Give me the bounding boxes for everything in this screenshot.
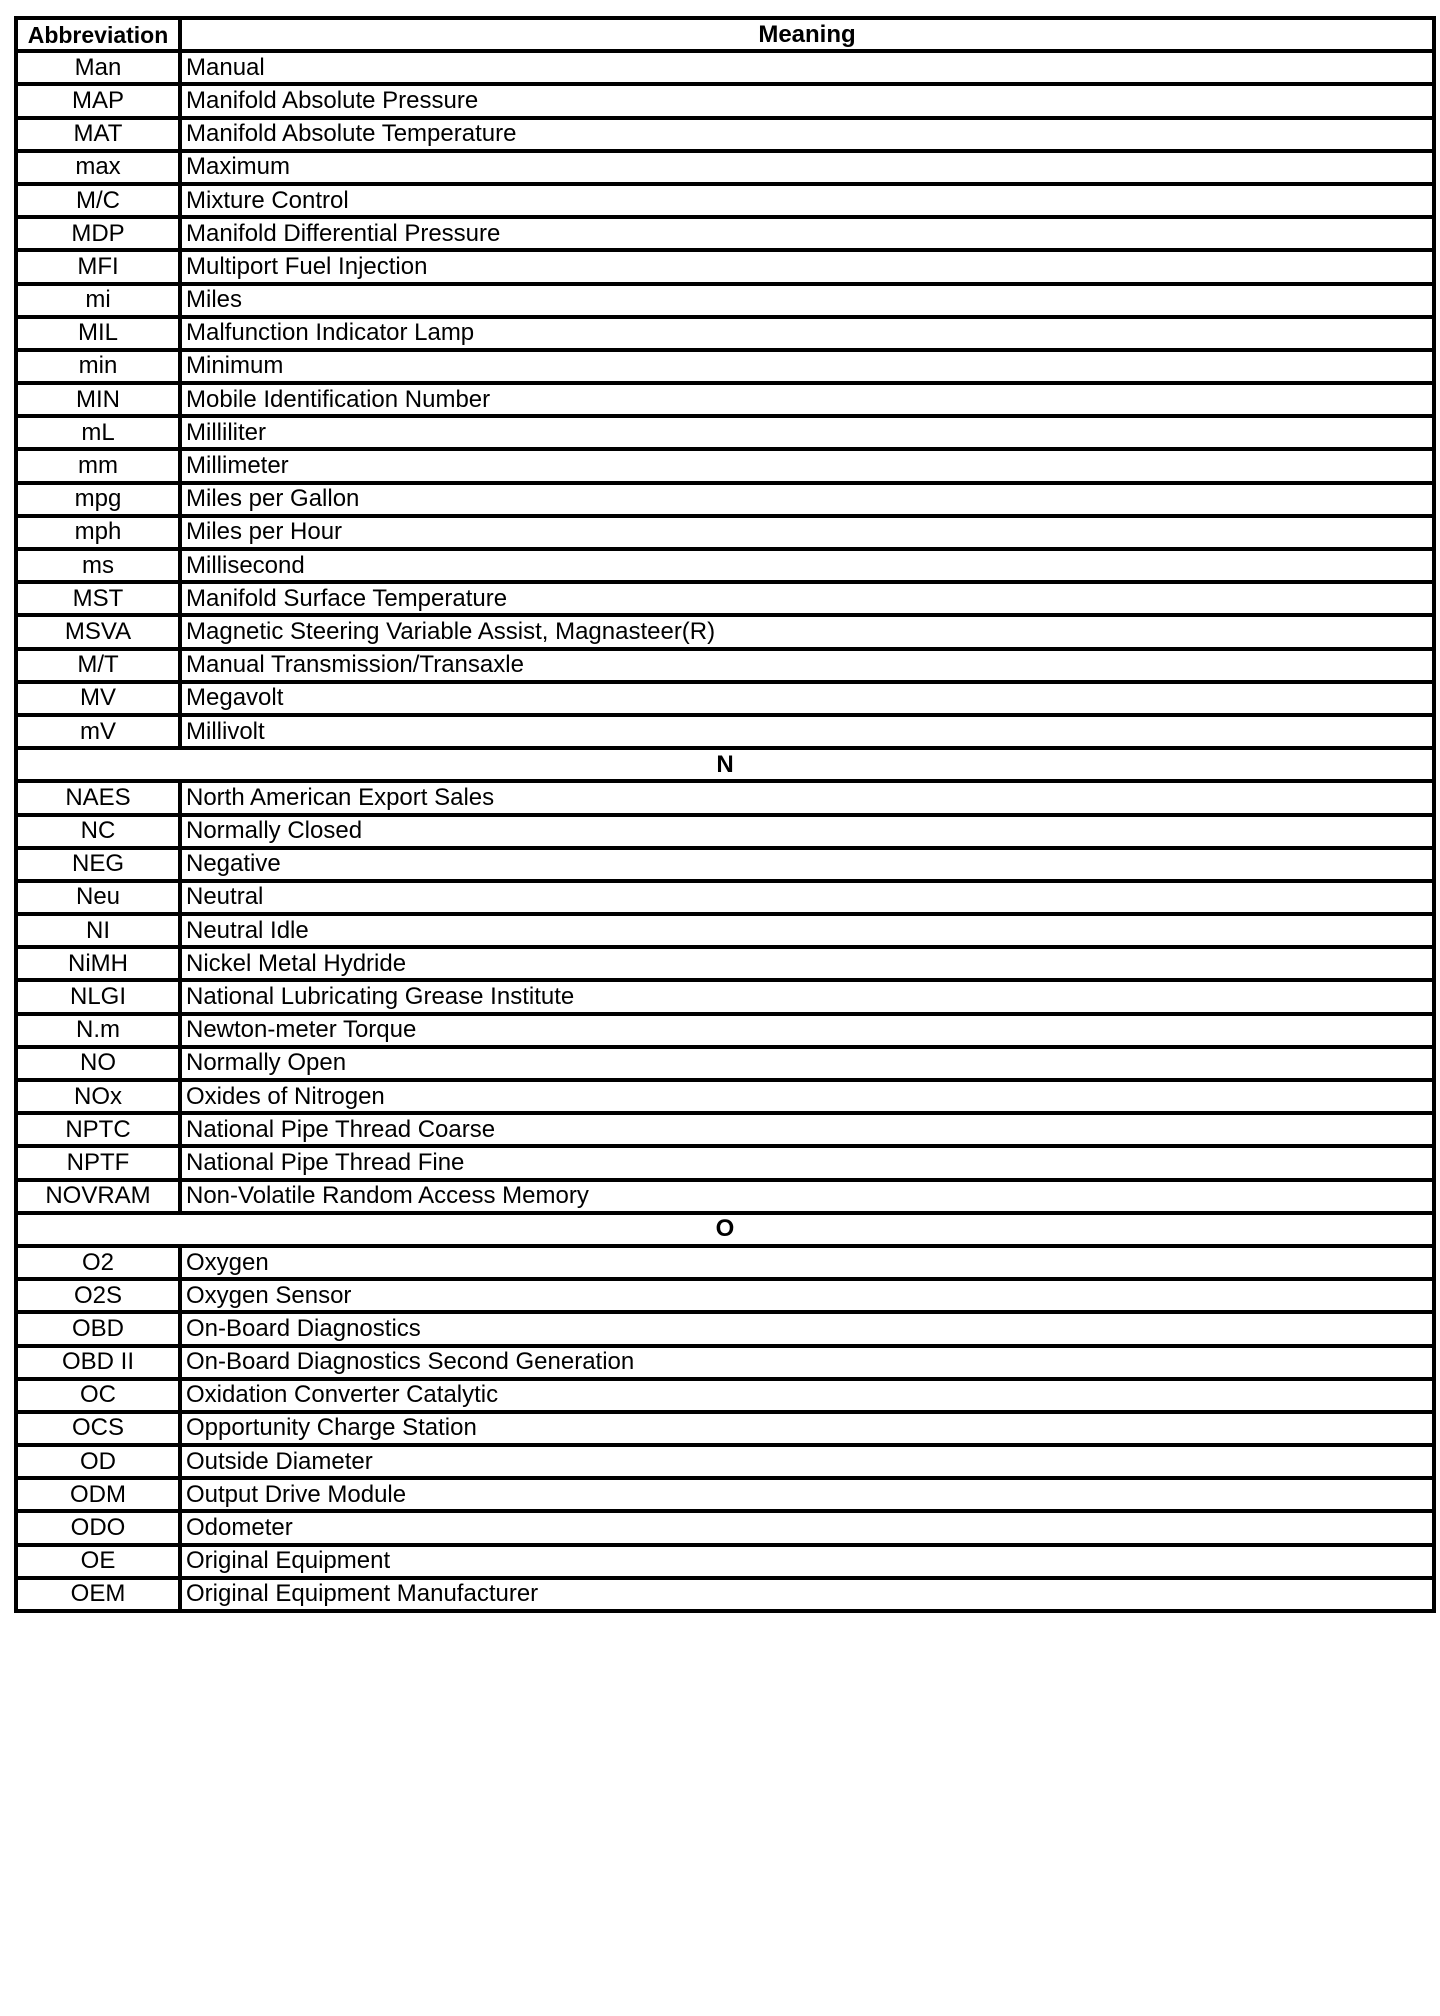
abbreviation-cell: MSVA: [16, 615, 180, 648]
table-row: [16, 1312, 1434, 1345]
meaning-cell: Oxides of Nitrogen: [180, 1080, 1434, 1113]
table-row: [16, 649, 1434, 682]
meaning-cell: Minimum: [180, 350, 1434, 383]
abbreviation-cell: N.m: [16, 1014, 180, 1047]
table-row: [16, 549, 1434, 582]
meaning-cell: Oxidation Converter Catalytic: [180, 1379, 1434, 1412]
abbreviation-cell: OEM: [16, 1578, 180, 1611]
abbreviation-cell: M/C: [16, 184, 180, 217]
abbreviation-cell: OBD II: [16, 1346, 180, 1379]
meaning-cell: Magnetic Steering Variable Assist, Magnasteer(R): [180, 615, 1434, 648]
meaning-cell: Mixture Control: [180, 184, 1434, 217]
table-row: [16, 449, 1434, 482]
abbreviation-cell: NC: [16, 815, 180, 848]
abbreviation-table: [14, 16, 1436, 1613]
abbreviation-cell: mm: [16, 449, 180, 482]
table-row: [16, 1445, 1434, 1478]
meaning-cell: National Pipe Thread Coarse: [180, 1113, 1434, 1146]
table-row: [16, 1246, 1434, 1279]
table-row: [16, 383, 1434, 416]
abbreviation-cell: mph: [16, 516, 180, 549]
abbreviation-cell: OBD: [16, 1312, 180, 1345]
table-row: [16, 1478, 1434, 1511]
abbreviation-cell: Neu: [16, 881, 180, 914]
abbreviation-cell: NOx: [16, 1080, 180, 1113]
abbreviation-cell: O2: [16, 1246, 180, 1279]
meaning-cell: Neutral: [180, 881, 1434, 914]
table-row: [16, 151, 1434, 184]
abbreviation-cell: ODO: [16, 1511, 180, 1544]
table-row: [16, 1146, 1434, 1179]
table-row: [16, 416, 1434, 449]
table-row: [16, 1412, 1434, 1445]
meaning-cell: Miles: [180, 284, 1434, 317]
meaning-cell: Newton-meter Torque: [180, 1014, 1434, 1047]
table-row: [16, 947, 1434, 980]
table-row: [16, 118, 1434, 151]
meaning-cell: Miles per Gallon: [180, 483, 1434, 516]
abbreviation-cell: MV: [16, 682, 180, 715]
table-row: [16, 1014, 1434, 1047]
table-row: [16, 350, 1434, 383]
abbreviation-cell: mV: [16, 715, 180, 748]
table-row: [16, 1279, 1434, 1312]
meaning-cell: Malfunction Indicator Lamp: [180, 317, 1434, 350]
table-body: [16, 51, 1434, 1611]
abbreviation-cell: min: [16, 350, 180, 383]
meaning-cell: On-Board Diagnostics Second Generation: [180, 1346, 1434, 1379]
meaning-cell: North American Export Sales: [180, 781, 1434, 814]
table-row: [16, 1545, 1434, 1578]
table-row: [16, 284, 1434, 317]
meaning-cell: Manual: [180, 51, 1434, 84]
table-row: [16, 914, 1434, 947]
meaning-cell: Neutral Idle: [180, 914, 1434, 947]
meaning-cell: National Lubricating Grease Institute: [180, 980, 1434, 1013]
table-row: [16, 1379, 1434, 1412]
meaning-cell: Negative: [180, 848, 1434, 881]
abbreviation-cell: MST: [16, 582, 180, 615]
abbreviation-cell: OCS: [16, 1412, 180, 1445]
table-row: [16, 84, 1434, 117]
abbreviation-cell: MFI: [16, 250, 180, 283]
meaning-cell: On-Board Diagnostics: [180, 1312, 1434, 1345]
meaning-cell: Output Drive Module: [180, 1478, 1434, 1511]
abbreviation-cell: mL: [16, 416, 180, 449]
abbreviation-cell: MIN: [16, 383, 180, 416]
table-row: [16, 615, 1434, 648]
abbreviation-cell: ms: [16, 549, 180, 582]
table-row: [16, 483, 1434, 516]
abbreviation-cell: NO: [16, 1047, 180, 1080]
abbreviation-cell: MIL: [16, 317, 180, 350]
meaning-cell: Manifold Absolute Pressure: [180, 84, 1434, 117]
abbreviation-column-header: Abbreviation: [16, 18, 180, 51]
table-row: [16, 1346, 1434, 1379]
abbreviation-cell: NOVRAM: [16, 1180, 180, 1213]
table-row: [16, 781, 1434, 814]
table-row: [16, 881, 1434, 914]
abbreviation-cell: mi: [16, 284, 180, 317]
abbreviation-cell: NPTC: [16, 1113, 180, 1146]
table-row: [16, 848, 1434, 881]
meaning-cell: Megavolt: [180, 682, 1434, 715]
meaning-column-header: Meaning: [180, 18, 1434, 51]
meaning-cell: Opportunity Charge Station: [180, 1412, 1434, 1445]
meaning-cell: Oxygen Sensor: [180, 1279, 1434, 1312]
abbreviation-cell: NiMH: [16, 947, 180, 980]
table-row: [16, 317, 1434, 350]
abbreviation-cell: NLGI: [16, 980, 180, 1013]
abbreviation-cell: M/T: [16, 649, 180, 682]
meaning-cell: Odometer: [180, 1511, 1434, 1544]
meaning-cell: Milliliter: [180, 416, 1434, 449]
table-row: [16, 715, 1434, 748]
table-row: [16, 582, 1434, 615]
table-row: [16, 217, 1434, 250]
meaning-cell: Multiport Fuel Injection: [180, 250, 1434, 283]
abbreviation-cell: NPTF: [16, 1146, 180, 1179]
meaning-cell: Non-Volatile Random Access Memory: [180, 1180, 1434, 1213]
abbreviation-cell: mpg: [16, 483, 180, 516]
abbreviation-cell: OD: [16, 1445, 180, 1478]
table-row: [16, 250, 1434, 283]
abbreviation-cell: OC: [16, 1379, 180, 1412]
abbreviation-cell: Man: [16, 51, 180, 84]
table-row: [16, 682, 1434, 715]
meaning-cell: Mobile Identification Number: [180, 383, 1434, 416]
abbreviation-cell: NAES: [16, 781, 180, 814]
meaning-cell: Miles per Hour: [180, 516, 1434, 549]
abbreviation-cell: OE: [16, 1545, 180, 1578]
meaning-cell: Normally Open: [180, 1047, 1434, 1080]
table-row: [16, 516, 1434, 549]
abbreviation-cell: ODM: [16, 1478, 180, 1511]
abbreviation-cell: NEG: [16, 848, 180, 881]
table-row: [16, 1080, 1434, 1113]
table-row: [16, 1511, 1434, 1544]
table-row: [16, 184, 1434, 217]
abbreviation-cell: max: [16, 151, 180, 184]
meaning-cell: Millimeter: [180, 449, 1434, 482]
table-row: [16, 1578, 1434, 1611]
meaning-cell: National Pipe Thread Fine: [180, 1146, 1434, 1179]
table-row: [16, 980, 1434, 1013]
meaning-cell: Outside Diameter: [180, 1445, 1434, 1478]
meaning-cell: Manifold Surface Temperature: [180, 582, 1434, 615]
meaning-cell: Original Equipment: [180, 1545, 1434, 1578]
meaning-cell: Manifold Absolute Temperature: [180, 118, 1434, 151]
section-header-row: [16, 748, 1434, 781]
meaning-cell: Oxygen: [180, 1246, 1434, 1279]
abbreviation-cell: MAP: [16, 84, 180, 117]
section-letter: O: [16, 1213, 1434, 1246]
header-row: [16, 18, 1434, 51]
meaning-cell: Millisecond: [180, 549, 1434, 582]
table-row: [16, 1113, 1434, 1146]
section-header-row: [16, 1213, 1434, 1246]
meaning-cell: Millivolt: [180, 715, 1434, 748]
table-row: [16, 51, 1434, 84]
meaning-cell: Original Equipment Manufacturer: [180, 1578, 1434, 1611]
table-row: [16, 1047, 1434, 1080]
abbreviation-cell: MDP: [16, 217, 180, 250]
section-letter: N: [16, 748, 1434, 781]
meaning-cell: Manual Transmission/Transaxle: [180, 649, 1434, 682]
table-row: [16, 1180, 1434, 1213]
table-row: [16, 815, 1434, 848]
meaning-cell: Nickel Metal Hydride: [180, 947, 1434, 980]
abbreviation-cell: O2S: [16, 1279, 180, 1312]
abbreviation-cell: MAT: [16, 118, 180, 151]
meaning-cell: Maximum: [180, 151, 1434, 184]
abbreviation-cell: NI: [16, 914, 180, 947]
meaning-cell: Manifold Differential Pressure: [180, 217, 1434, 250]
meaning-cell: Normally Closed: [180, 815, 1434, 848]
